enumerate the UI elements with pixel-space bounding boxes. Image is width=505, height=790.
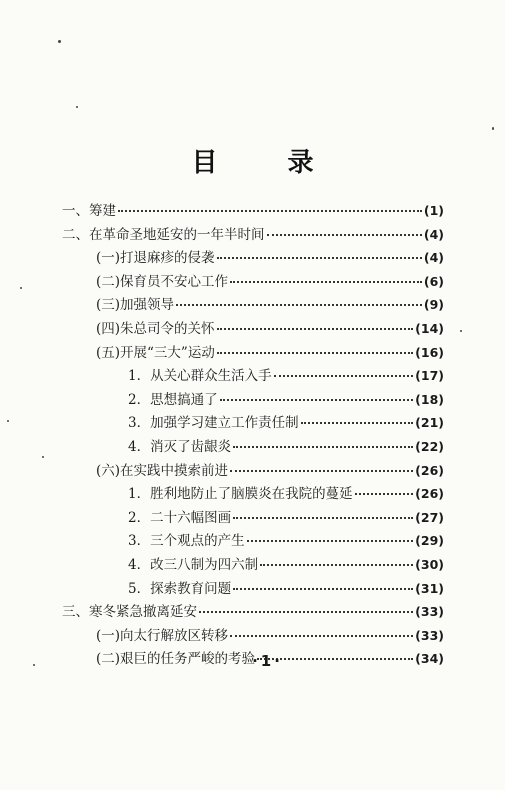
dot-leader: [260, 552, 413, 566]
toc-entry-page: (22): [415, 439, 444, 454]
dot-leader: [230, 269, 422, 283]
toc-entry-title: (三)加强领导: [96, 297, 175, 313]
toc-entry-page: (26): [415, 486, 444, 501]
dot-leader: [217, 316, 414, 330]
dot-leader: [199, 599, 413, 613]
dot-leader: [230, 623, 413, 637]
toc-entry-title: (二)保育员不安心工作: [96, 274, 229, 290]
toc-entry-page: (27): [415, 510, 444, 525]
toc-entry-title: 2．二十六幅图画: [128, 510, 232, 526]
scan-speck: [33, 664, 35, 666]
toc-entry: [96, 248, 444, 266]
toc-entry: [128, 484, 444, 502]
dot-leader: [233, 505, 413, 519]
toc-entry-title: 1．从关心群众生活入手: [128, 368, 272, 384]
dot-leader: [176, 292, 422, 306]
toc-entry-title: (六)在实践中摸索前进: [96, 463, 229, 479]
scan-speck: [58, 40, 61, 43]
toc-entry: [128, 555, 444, 573]
scan-speck: [7, 420, 9, 422]
toc-entry-page: (16): [415, 345, 444, 360]
dot-leader: [274, 363, 414, 377]
toc-entry: [62, 201, 444, 219]
scan-speck: [76, 106, 78, 108]
toc-entry: [128, 531, 444, 549]
dot-leader: [233, 576, 413, 590]
toc-entry-title: 4．改三八制为四六制: [128, 557, 259, 573]
toc-entry-page: (21): [415, 415, 444, 430]
toc-entry: [96, 272, 444, 290]
toc-entry-title: 三、寒冬紧急撤离延安: [62, 604, 197, 620]
dot-leader: [247, 528, 414, 542]
toc-entry-title: 一、筹建: [62, 203, 116, 219]
toc-entry: [62, 225, 444, 243]
toc-entry-page: (17): [415, 368, 444, 383]
dot-leader: [267, 222, 422, 236]
scan-speck: [460, 330, 462, 332]
toc-entry: [128, 413, 444, 431]
toc-entry-title: 5．探索教育问题: [128, 581, 232, 597]
toc-entry-title: 3．加强学习建立工作责任制: [128, 415, 299, 431]
scan-speck: [42, 456, 44, 458]
toc-entry: [128, 390, 444, 408]
toc-entry: [96, 343, 444, 361]
toc-entry-title: (五)开展“三大”运动: [96, 345, 215, 361]
toc-entry-page: (26): [415, 463, 444, 478]
toc-entry: [96, 319, 444, 337]
toc-entry: [128, 437, 444, 455]
dot-leader: [301, 410, 414, 424]
toc-entry-page: (33): [415, 604, 444, 619]
toc-entry-title: (一)打退麻疹的侵袭: [96, 250, 215, 266]
toc-entry-page: (6): [423, 274, 444, 289]
dot-leader: [217, 245, 422, 259]
toc-entry-title: (二)艰巨的任务严峻的考验: [96, 651, 256, 667]
toc-entry-page: (9): [423, 297, 444, 312]
scan-speck: [20, 287, 22, 289]
dot-leader: [233, 434, 413, 448]
toc-entry-page: (33): [415, 628, 444, 643]
toc-entry-title: 二、在革命圣地延安的一年半时间: [62, 227, 265, 243]
toc-entry: [62, 602, 444, 620]
toc-entry-title: 3．三个观点的产生: [128, 533, 245, 549]
toc-entry-title: (四)朱总司令的关怀: [96, 321, 215, 337]
toc-entry-page: (4): [423, 250, 444, 265]
toc-entry: [128, 579, 444, 597]
dot-leader: [118, 198, 422, 212]
toc-entry-page: (31): [415, 581, 444, 596]
dot-leader: [230, 458, 413, 472]
page-title: 目 录: [191, 148, 336, 178]
page-number: ·1·: [252, 652, 283, 670]
toc-entry-title: 4．消灭了齿龈炎: [128, 439, 232, 455]
toc-entry-page: (29): [415, 533, 444, 548]
toc-entry: [128, 508, 444, 526]
dot-leader: [355, 481, 414, 495]
toc-entry: [128, 366, 444, 384]
toc-entry-title: 1．胜利地防止了脑膜炎在我院的蔓延: [128, 486, 353, 502]
dot-leader: [217, 340, 413, 354]
dot-leader: [220, 387, 414, 401]
toc-entry-page: (1): [423, 203, 444, 218]
toc-entry: [96, 461, 444, 479]
scan-speck: [492, 127, 494, 130]
toc-entry-page: (30): [415, 557, 444, 572]
toc-entry: [96, 626, 444, 644]
toc-entry-page: (14): [415, 321, 444, 336]
toc-entry-title: (一)向太行解放区转移: [96, 628, 229, 644]
toc-entry-page: (34): [415, 651, 444, 666]
toc-entry-page: (18): [415, 392, 444, 407]
toc-entry: [96, 295, 444, 313]
toc-entry-title: 2．思想搞通了: [128, 392, 218, 408]
toc-entry-page: (4): [423, 227, 444, 242]
